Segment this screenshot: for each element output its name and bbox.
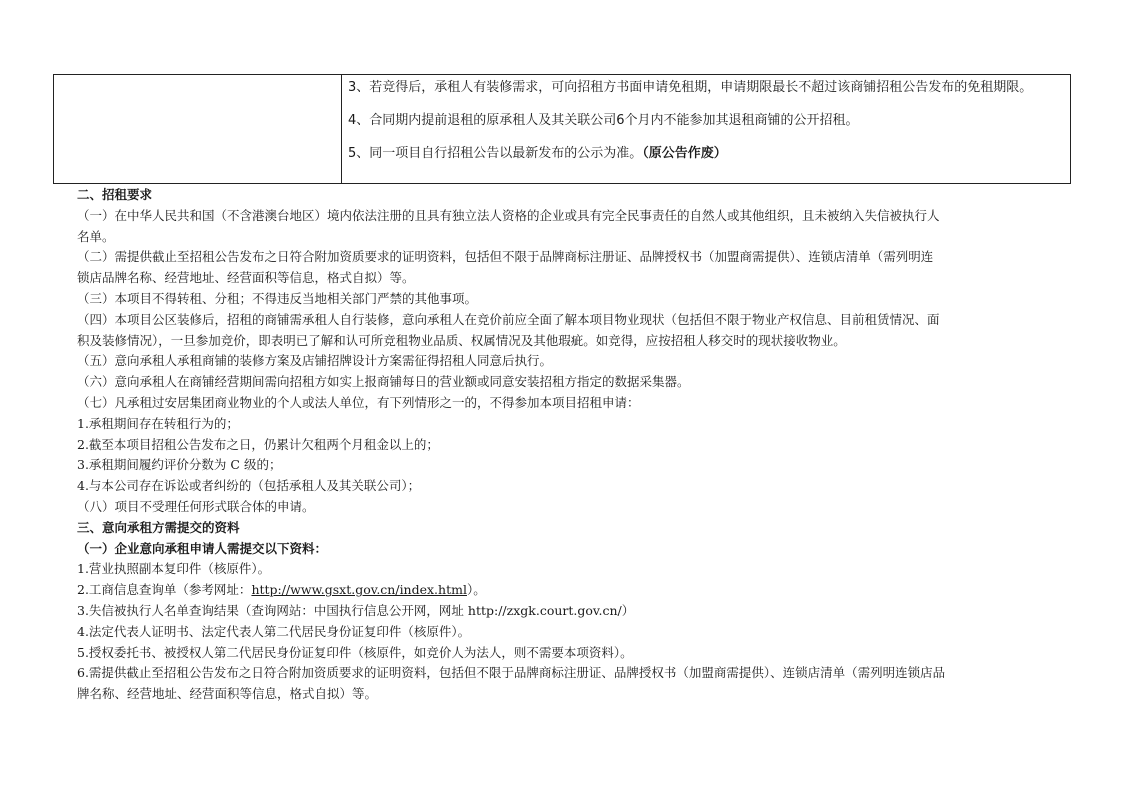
section-2-line: 2.截至本项目招租公告发布之日，仍累计欠租两个月租金以上的； — [77, 436, 439, 452]
section-2-line: （一）在中华人民共和国（不含港澳台地区）境内依法注册的且具有独立法人资格的企业或具有完全民事责任的自然人或其他组织，且未被纳入失信被执行人 — [77, 207, 940, 223]
table-right-cell — [342, 75, 1070, 183]
section-2-line: （二）需提供截止至招租公告发布之日符合附加资质要求的证明资料，包括但不限于品牌商标注册证、品牌授权书（加盟商需提供）、连锁店清单（需列明连 — [77, 249, 934, 265]
table-item-4: 4、合同期内提前退租的原承租人及其关联公司6个月内不能参加其退租商铺的公开招租。 — [348, 113, 859, 128]
section-3-item-2 — [77, 580, 1067, 601]
table-item-3: 3、若竞得后，承租人有装修需求，可向招租方书面申请免租期，申请期限最长不超过该商铺招租公告发布的免租期限。 — [348, 80, 1033, 95]
section-3-item-3: 3.失信被执行人名单查询结果（查询网站：中国执行信息公开网，网址 http://zxgk.court.gov.cn/） — [77, 602, 635, 618]
table-item-5 — [348, 145, 1070, 162]
item-2-suffix: ）。 — [466, 582, 486, 598]
section-2-line: 3.承租期间履约评价分数为 C 级的； — [77, 457, 282, 473]
section-3-item-6: 6.需提供截止至招租公告发布之日符合附加资质要求的证明资料，包括但不限于品牌商标注册证、品牌授权书（加盟商需提供）、连锁店清单（需列明连锁店品 — [77, 665, 946, 681]
item-2-prefix: 2.工商信息查询单（参考网址： — [77, 582, 252, 598]
section-3-item-4: 4.法定代表人证明书、法定代表人第二代居民身份证复印件（核原件）。 — [77, 623, 471, 639]
section-2-line: （六）意向承租人在商铺经营期间需向招租方如实上报商铺每日的营业额或同意安装招租方指定的数据采集器。 — [77, 374, 690, 390]
section-3-heading: 三、意向承租方需提交的资料 — [77, 519, 240, 535]
section-3-subheading: （一）企业意向承租申请人需提交以下资料： — [77, 540, 328, 556]
section-3-item-6-cont: 牌名称、经营地址、经营面积等信息，格式自拟）等。 — [77, 686, 378, 702]
section-2-line: （三）本项目不得转租、分租；不得违反当地相关部门严禁的其他事项。 — [77, 290, 478, 306]
section-2-line: 锁店品牌名称、经营地址、经营面积等信息，格式自拟）等。 — [77, 270, 415, 286]
section-2-line: （五）意向承租人承租商铺的装修方案及店铺招牌设计方案需征得招租人同意后执行。 — [77, 353, 553, 369]
table-item-5-note: （原公告作废） — [642, 146, 727, 161]
document-body — [77, 185, 1067, 705]
gsxt-link[interactable]: http://www.gsxt.gov.cn/index.html — [251, 582, 467, 598]
table-item-5-text: 5、同一项目自行招租公告以最新发布的公示为准。 — [348, 146, 643, 161]
terms-table — [53, 74, 1071, 184]
section-2-line: 积及装修情况），一旦参加竞价，即表明已了解和认可所竞租物业品质、权属情况及其他瑕疵。如竞得，应按招租人移交时的现状接收物业。 — [77, 332, 846, 348]
section-2-line: 4.与本公司存在诉讼或者纠纷的（包括承租人及其关联公司）； — [77, 478, 421, 494]
section-2-heading: 二、招租要求 — [77, 187, 153, 202]
section-3-item-1: 1.营业执照副本复印件（核原件）。 — [77, 561, 271, 577]
section-3-item-5: 5.授权委托书、被授权人第二代居民身份证复印件（核原件，如竞价人为法人，则不需要本项资料）。 — [77, 644, 633, 660]
section-2-line: 名单。 — [77, 228, 115, 244]
section-2-line: （八）项目不受理任何形式联合体的申请。 — [77, 498, 315, 514]
section-2-line: 1.承租期间存在转租行为的； — [77, 415, 239, 431]
section-2-line: （七）凡承租过安居集团商业物业的个人或法人单位，有下列情形之一的，不得参加本项目招租申请： — [77, 394, 640, 410]
table-left-cell — [54, 75, 342, 183]
section-2-line: （四）本项目公区装修后，招租的商铺需承租人自行装修，意向承租人在竞价前应全面了解本项目物业现状（包括但不限于物业产权信息、目前租赁情况、面 — [77, 311, 940, 327]
